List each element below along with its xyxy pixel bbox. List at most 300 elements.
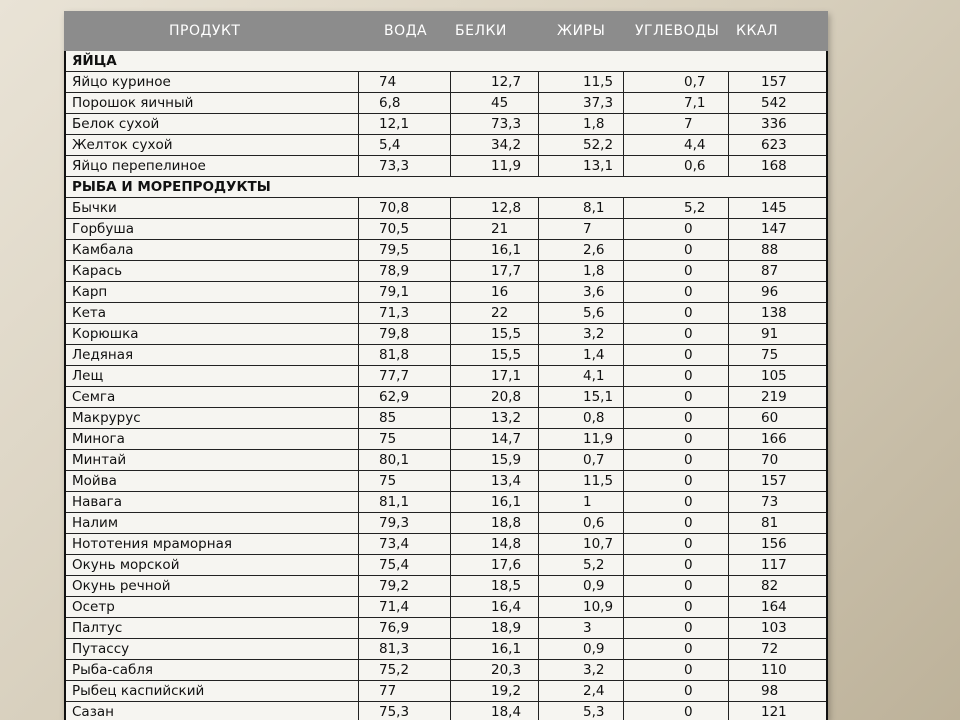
cell-protein [451, 387, 539, 407]
cell-product: Минтай [66, 450, 359, 470]
cell-product: Горбуша [66, 219, 359, 239]
cell-protein [451, 576, 539, 596]
cell-protein-value: 20,3 [491, 662, 522, 678]
cell-water-value: 79,8 [379, 326, 410, 342]
cell-kcal-value: 103 [761, 620, 787, 636]
cell-protein-value: 17,7 [491, 263, 522, 279]
cell-product: Лещ [66, 366, 359, 386]
cell-water-value: 71,4 [379, 599, 410, 615]
cell-protein-value: 16,1 [491, 242, 522, 258]
table-row [66, 366, 826, 387]
cell-protein [451, 345, 539, 365]
cell-carbs [624, 408, 729, 428]
cell-protein-value: 45 [491, 95, 509, 111]
cell-kcal-value: 88 [761, 242, 779, 258]
cell-kcal-value: 72 [761, 641, 779, 657]
cell-kcal-value: 73 [761, 494, 779, 510]
cell-protein-value: 73,3 [491, 116, 522, 132]
cell-water-value: 81,3 [379, 641, 410, 657]
cell-protein-value: 22 [491, 305, 509, 321]
cell-kcal [729, 429, 824, 449]
table-row [66, 93, 826, 114]
cell-fat [539, 471, 624, 491]
cell-kcal-value: 164 [761, 599, 787, 615]
cell-carbs-value: 0 [684, 515, 693, 531]
header-product: ПРОДУКТ [169, 23, 241, 39]
cell-kcal [729, 261, 824, 281]
cell-fat-value: 3,6 [583, 284, 605, 300]
cell-fat [539, 366, 624, 386]
cell-kcal [729, 471, 824, 491]
cell-protein [451, 408, 539, 428]
cell-carbs-value: 0 [684, 221, 693, 237]
cell-carbs [624, 555, 729, 575]
cell-carbs [624, 240, 729, 260]
cell-water [359, 387, 451, 407]
cell-kcal [729, 240, 824, 260]
cell-water [359, 492, 451, 512]
table-row [66, 282, 826, 303]
cell-water [359, 513, 451, 533]
cell-kcal [729, 513, 824, 533]
cell-protein [451, 324, 539, 344]
cell-fat-value: 0,6 [583, 515, 605, 531]
cell-water [359, 303, 451, 323]
cell-water [359, 135, 451, 155]
cell-fat-value: 7 [583, 221, 592, 237]
cell-protein-value: 18,4 [491, 704, 522, 720]
cell-water-value: 12,1 [379, 116, 410, 132]
cell-protein-value: 18,9 [491, 620, 522, 636]
cell-fat [539, 534, 624, 554]
cell-water [359, 450, 451, 470]
cell-water-value: 79,3 [379, 515, 410, 531]
cell-protein-value: 16,1 [491, 494, 522, 510]
cell-kcal-value: 117 [761, 557, 787, 573]
cell-fat-value: 0,7 [583, 452, 605, 468]
cell-carbs [624, 576, 729, 596]
cell-water-value: 75 [379, 473, 397, 489]
nutrition-table [64, 11, 828, 720]
cell-kcal-value: 82 [761, 578, 779, 594]
cell-water-value: 70,8 [379, 200, 410, 216]
cell-fat-value: 11,5 [583, 473, 614, 489]
cell-protein-value: 15,5 [491, 326, 522, 342]
cell-product: Макрурус [66, 408, 359, 428]
cell-kcal [729, 555, 824, 575]
cell-protein [451, 156, 539, 176]
cell-carbs-value: 0,6 [684, 158, 706, 174]
cell-carbs-value: 0 [684, 641, 693, 657]
cell-fat [539, 408, 624, 428]
header-fat: ЖИРЫ [557, 23, 606, 39]
cell-kcal-value: 336 [761, 116, 787, 132]
cell-product: Желток сухой [66, 135, 359, 155]
cell-fat-value: 5,2 [583, 557, 605, 573]
cell-protein-value: 19,2 [491, 683, 522, 699]
cell-water [359, 597, 451, 617]
cell-product: Палтус [66, 618, 359, 638]
cell-kcal-value: 623 [761, 137, 787, 153]
table-row [66, 387, 826, 408]
table-row [66, 702, 826, 720]
cell-product: Ледяная [66, 345, 359, 365]
cell-water-value: 5,4 [379, 137, 401, 153]
cell-water-value: 81,8 [379, 347, 410, 363]
cell-protein-value: 14,8 [491, 536, 522, 552]
cell-protein [451, 219, 539, 239]
cell-carbs-value: 7 [684, 116, 693, 132]
cell-product: Яйцо куриное [66, 72, 359, 92]
cell-protein-value: 34,2 [491, 137, 522, 153]
cell-protein-value: 21 [491, 221, 509, 237]
section-row [66, 51, 826, 72]
cell-product: Навага [66, 492, 359, 512]
cell-protein [451, 681, 539, 701]
cell-water [359, 576, 451, 596]
cell-protein-value: 14,7 [491, 431, 522, 447]
cell-carbs-value: 0 [684, 473, 693, 489]
cell-protein-value: 13,2 [491, 410, 522, 426]
cell-fat [539, 429, 624, 449]
cell-protein [451, 555, 539, 575]
cell-fat [539, 702, 624, 720]
cell-fat-value: 11,5 [583, 74, 614, 90]
cell-carbs-value: 0 [684, 410, 693, 426]
cell-carbs-value: 0 [684, 263, 693, 279]
cell-carbs-value: 0 [684, 662, 693, 678]
cell-carbs [624, 597, 729, 617]
cell-carbs [624, 261, 729, 281]
cell-carbs-value: 0 [684, 557, 693, 573]
cell-fat-value: 4,1 [583, 368, 605, 384]
cell-protein-value: 20,8 [491, 389, 522, 405]
cell-carbs-value: 4,4 [684, 137, 706, 153]
table-row [66, 555, 826, 576]
cell-protein [451, 534, 539, 554]
table-header [64, 11, 828, 51]
cell-water-value: 78,9 [379, 263, 410, 279]
cell-water [359, 93, 451, 113]
cell-product: Налим [66, 513, 359, 533]
cell-kcal-value: 81 [761, 515, 779, 531]
table-row [66, 576, 826, 597]
table-row [66, 345, 826, 366]
cell-fat-value: 0,9 [583, 578, 605, 594]
cell-fat [539, 156, 624, 176]
cell-carbs-value: 0 [684, 683, 693, 699]
cell-carbs [624, 303, 729, 323]
cell-carbs-value: 0 [684, 242, 693, 258]
header-carbs: УГЛЕВОДЫ [635, 23, 720, 39]
cell-carbs-value: 0 [684, 536, 693, 552]
cell-fat-value: 1,4 [583, 347, 605, 363]
cell-carbs-value: 0 [684, 347, 693, 363]
cell-fat-value: 0,9 [583, 641, 605, 657]
cell-product: Рыба-сабля [66, 660, 359, 680]
cell-protein-value: 18,8 [491, 515, 522, 531]
cell-kcal [729, 408, 824, 428]
cell-kcal [729, 702, 824, 720]
cell-kcal [729, 366, 824, 386]
cell-carbs [624, 156, 729, 176]
cell-fat-value: 0,8 [583, 410, 605, 426]
cell-product: Карп [66, 282, 359, 302]
cell-protein [451, 429, 539, 449]
cell-kcal-value: 87 [761, 263, 779, 279]
cell-water [359, 639, 451, 659]
cell-water-value: 80,1 [379, 452, 410, 468]
cell-carbs [624, 324, 729, 344]
cell-water [359, 282, 451, 302]
table-row [66, 450, 826, 471]
cell-water-value: 76,9 [379, 620, 410, 636]
cell-kcal [729, 534, 824, 554]
cell-carbs-value: 0 [684, 368, 693, 384]
table-body [64, 51, 828, 720]
cell-product: Осетр [66, 597, 359, 617]
cell-fat-value: 2,6 [583, 242, 605, 258]
cell-protein [451, 135, 539, 155]
cell-kcal-value: 121 [761, 704, 787, 720]
cell-carbs [624, 639, 729, 659]
cell-kcal-value: 157 [761, 473, 787, 489]
cell-carbs [624, 198, 729, 218]
cell-water [359, 681, 451, 701]
cell-water-value: 75 [379, 431, 397, 447]
cell-kcal-value: 147 [761, 221, 787, 237]
cell-kcal-value: 60 [761, 410, 779, 426]
cell-kcal-value: 96 [761, 284, 779, 300]
cell-fat-value: 13,1 [583, 158, 614, 174]
cell-carbs [624, 513, 729, 533]
cell-protein [451, 492, 539, 512]
cell-kcal [729, 219, 824, 239]
cell-kcal [729, 660, 824, 680]
cell-product: Минога [66, 429, 359, 449]
cell-carbs [624, 219, 729, 239]
cell-fat [539, 576, 624, 596]
cell-protein-value: 17,6 [491, 557, 522, 573]
table-row [66, 156, 826, 177]
cell-fat [539, 114, 624, 134]
table-row [66, 324, 826, 345]
cell-protein-value: 16 [491, 284, 509, 300]
cell-protein-value: 18,5 [491, 578, 522, 594]
cell-water [359, 219, 451, 239]
cell-water [359, 114, 451, 134]
table-row [66, 114, 826, 135]
cell-fat-value: 5,6 [583, 305, 605, 321]
cell-water [359, 660, 451, 680]
cell-carbs [624, 93, 729, 113]
cell-fat [539, 240, 624, 260]
cell-carbs [624, 660, 729, 680]
cell-water-value: 79,5 [379, 242, 410, 258]
cell-water [359, 345, 451, 365]
cell-water-value: 75,4 [379, 557, 410, 573]
cell-protein-value: 17,1 [491, 368, 522, 384]
section-title: ЯЙЦА [72, 53, 117, 69]
cell-fat-value: 5,3 [583, 704, 605, 720]
cell-product: Семга [66, 387, 359, 407]
cell-carbs-value: 0 [684, 599, 693, 615]
section-title: РЫБА И МОРЕПРОДУКТЫ [72, 179, 271, 195]
cell-kcal [729, 597, 824, 617]
cell-kcal [729, 576, 824, 596]
cell-kcal [729, 387, 824, 407]
cell-fat [539, 93, 624, 113]
cell-protein [451, 93, 539, 113]
cell-carbs [624, 72, 729, 92]
cell-fat-value: 15,1 [583, 389, 614, 405]
cell-water [359, 324, 451, 344]
cell-kcal [729, 639, 824, 659]
cell-fat [539, 387, 624, 407]
cell-water-value: 73,4 [379, 536, 410, 552]
cell-fat [539, 513, 624, 533]
table-row [66, 261, 826, 282]
section-row [66, 177, 826, 198]
cell-water [359, 534, 451, 554]
cell-protein [451, 450, 539, 470]
cell-product: Сазан [66, 702, 359, 720]
cell-fat [539, 282, 624, 302]
cell-water-value: 70,5 [379, 221, 410, 237]
cell-fat [539, 597, 624, 617]
cell-water [359, 240, 451, 260]
cell-fat-value: 3,2 [583, 326, 605, 342]
cell-water [359, 471, 451, 491]
cell-fat [539, 261, 624, 281]
table-row [66, 198, 826, 219]
table-row [66, 660, 826, 681]
cell-product: Камбала [66, 240, 359, 260]
cell-kcal-value: 110 [761, 662, 787, 678]
cell-product: Белок сухой [66, 114, 359, 134]
cell-carbs-value: 0 [684, 620, 693, 636]
cell-fat [539, 219, 624, 239]
cell-kcal-value: 157 [761, 74, 787, 90]
cell-fat-value: 3 [583, 620, 592, 636]
header-protein: БЕЛКИ [455, 23, 507, 39]
cell-product: Путассу [66, 639, 359, 659]
cell-fat [539, 72, 624, 92]
table-row [66, 618, 826, 639]
cell-fat-value: 1 [583, 494, 592, 510]
cell-protein-value: 13,4 [491, 473, 522, 489]
cell-fat-value: 10,9 [583, 599, 614, 615]
cell-water [359, 408, 451, 428]
cell-protein [451, 639, 539, 659]
cell-carbs-value: 0 [684, 326, 693, 342]
cell-carbs [624, 681, 729, 701]
cell-protein-value: 12,7 [491, 74, 522, 90]
cell-fat [539, 555, 624, 575]
table-row [66, 219, 826, 240]
cell-carbs [624, 450, 729, 470]
cell-product: Яйцо перепелиное [66, 156, 359, 176]
cell-carbs-value: 0 [684, 431, 693, 447]
table-row [66, 471, 826, 492]
cell-fat-value: 8,1 [583, 200, 605, 216]
cell-water [359, 72, 451, 92]
cell-product: Мойва [66, 471, 359, 491]
cell-carbs [624, 387, 729, 407]
cell-kcal [729, 135, 824, 155]
cell-protein [451, 618, 539, 638]
table-row [66, 681, 826, 702]
cell-fat-value: 11,9 [583, 431, 614, 447]
cell-water-value: 77,7 [379, 368, 410, 384]
cell-water-value: 81,1 [379, 494, 410, 510]
table-row [66, 513, 826, 534]
cell-kcal [729, 492, 824, 512]
cell-fat-value: 10,7 [583, 536, 614, 552]
cell-fat-value: 52,2 [583, 137, 614, 153]
cell-fat [539, 681, 624, 701]
cell-fat [539, 618, 624, 638]
cell-kcal-value: 156 [761, 536, 787, 552]
cell-kcal [729, 282, 824, 302]
cell-water [359, 702, 451, 720]
cell-water-value: 75,2 [379, 662, 410, 678]
header-water: ВОДА [384, 23, 428, 39]
cell-water-value: 71,3 [379, 305, 410, 321]
cell-carbs [624, 366, 729, 386]
cell-protein-value: 15,9 [491, 452, 522, 468]
cell-water [359, 261, 451, 281]
cell-protein [451, 261, 539, 281]
cell-carbs-value: 0 [684, 452, 693, 468]
cell-protein [451, 660, 539, 680]
cell-fat [539, 660, 624, 680]
cell-protein [451, 702, 539, 720]
table-row [66, 429, 826, 450]
cell-product: Корюшка [66, 324, 359, 344]
cell-water [359, 366, 451, 386]
cell-water [359, 429, 451, 449]
cell-carbs-value: 0 [684, 305, 693, 321]
cell-product: Кета [66, 303, 359, 323]
table-row [66, 639, 826, 660]
cell-water-value: 77 [379, 683, 397, 699]
table-row [66, 408, 826, 429]
header-kcal: ККАЛ [736, 23, 778, 39]
cell-protein [451, 597, 539, 617]
cell-carbs [624, 534, 729, 554]
cell-fat [539, 450, 624, 470]
cell-water [359, 555, 451, 575]
cell-protein [451, 282, 539, 302]
cell-kcal-value: 75 [761, 347, 779, 363]
cell-kcal [729, 198, 824, 218]
cell-protein-value: 15,5 [491, 347, 522, 363]
cell-kcal [729, 72, 824, 92]
table-row [66, 492, 826, 513]
cell-protein-value: 12,8 [491, 200, 522, 216]
cell-water-value: 79,1 [379, 284, 410, 300]
cell-kcal [729, 450, 824, 470]
cell-product: Бычки [66, 198, 359, 218]
cell-carbs-value: 0,7 [684, 74, 706, 90]
cell-carbs [624, 135, 729, 155]
table-row [66, 240, 826, 261]
cell-kcal-value: 219 [761, 389, 787, 405]
cell-fat-value: 37,3 [583, 95, 614, 111]
table-row [66, 135, 826, 156]
cell-product: Карась [66, 261, 359, 281]
